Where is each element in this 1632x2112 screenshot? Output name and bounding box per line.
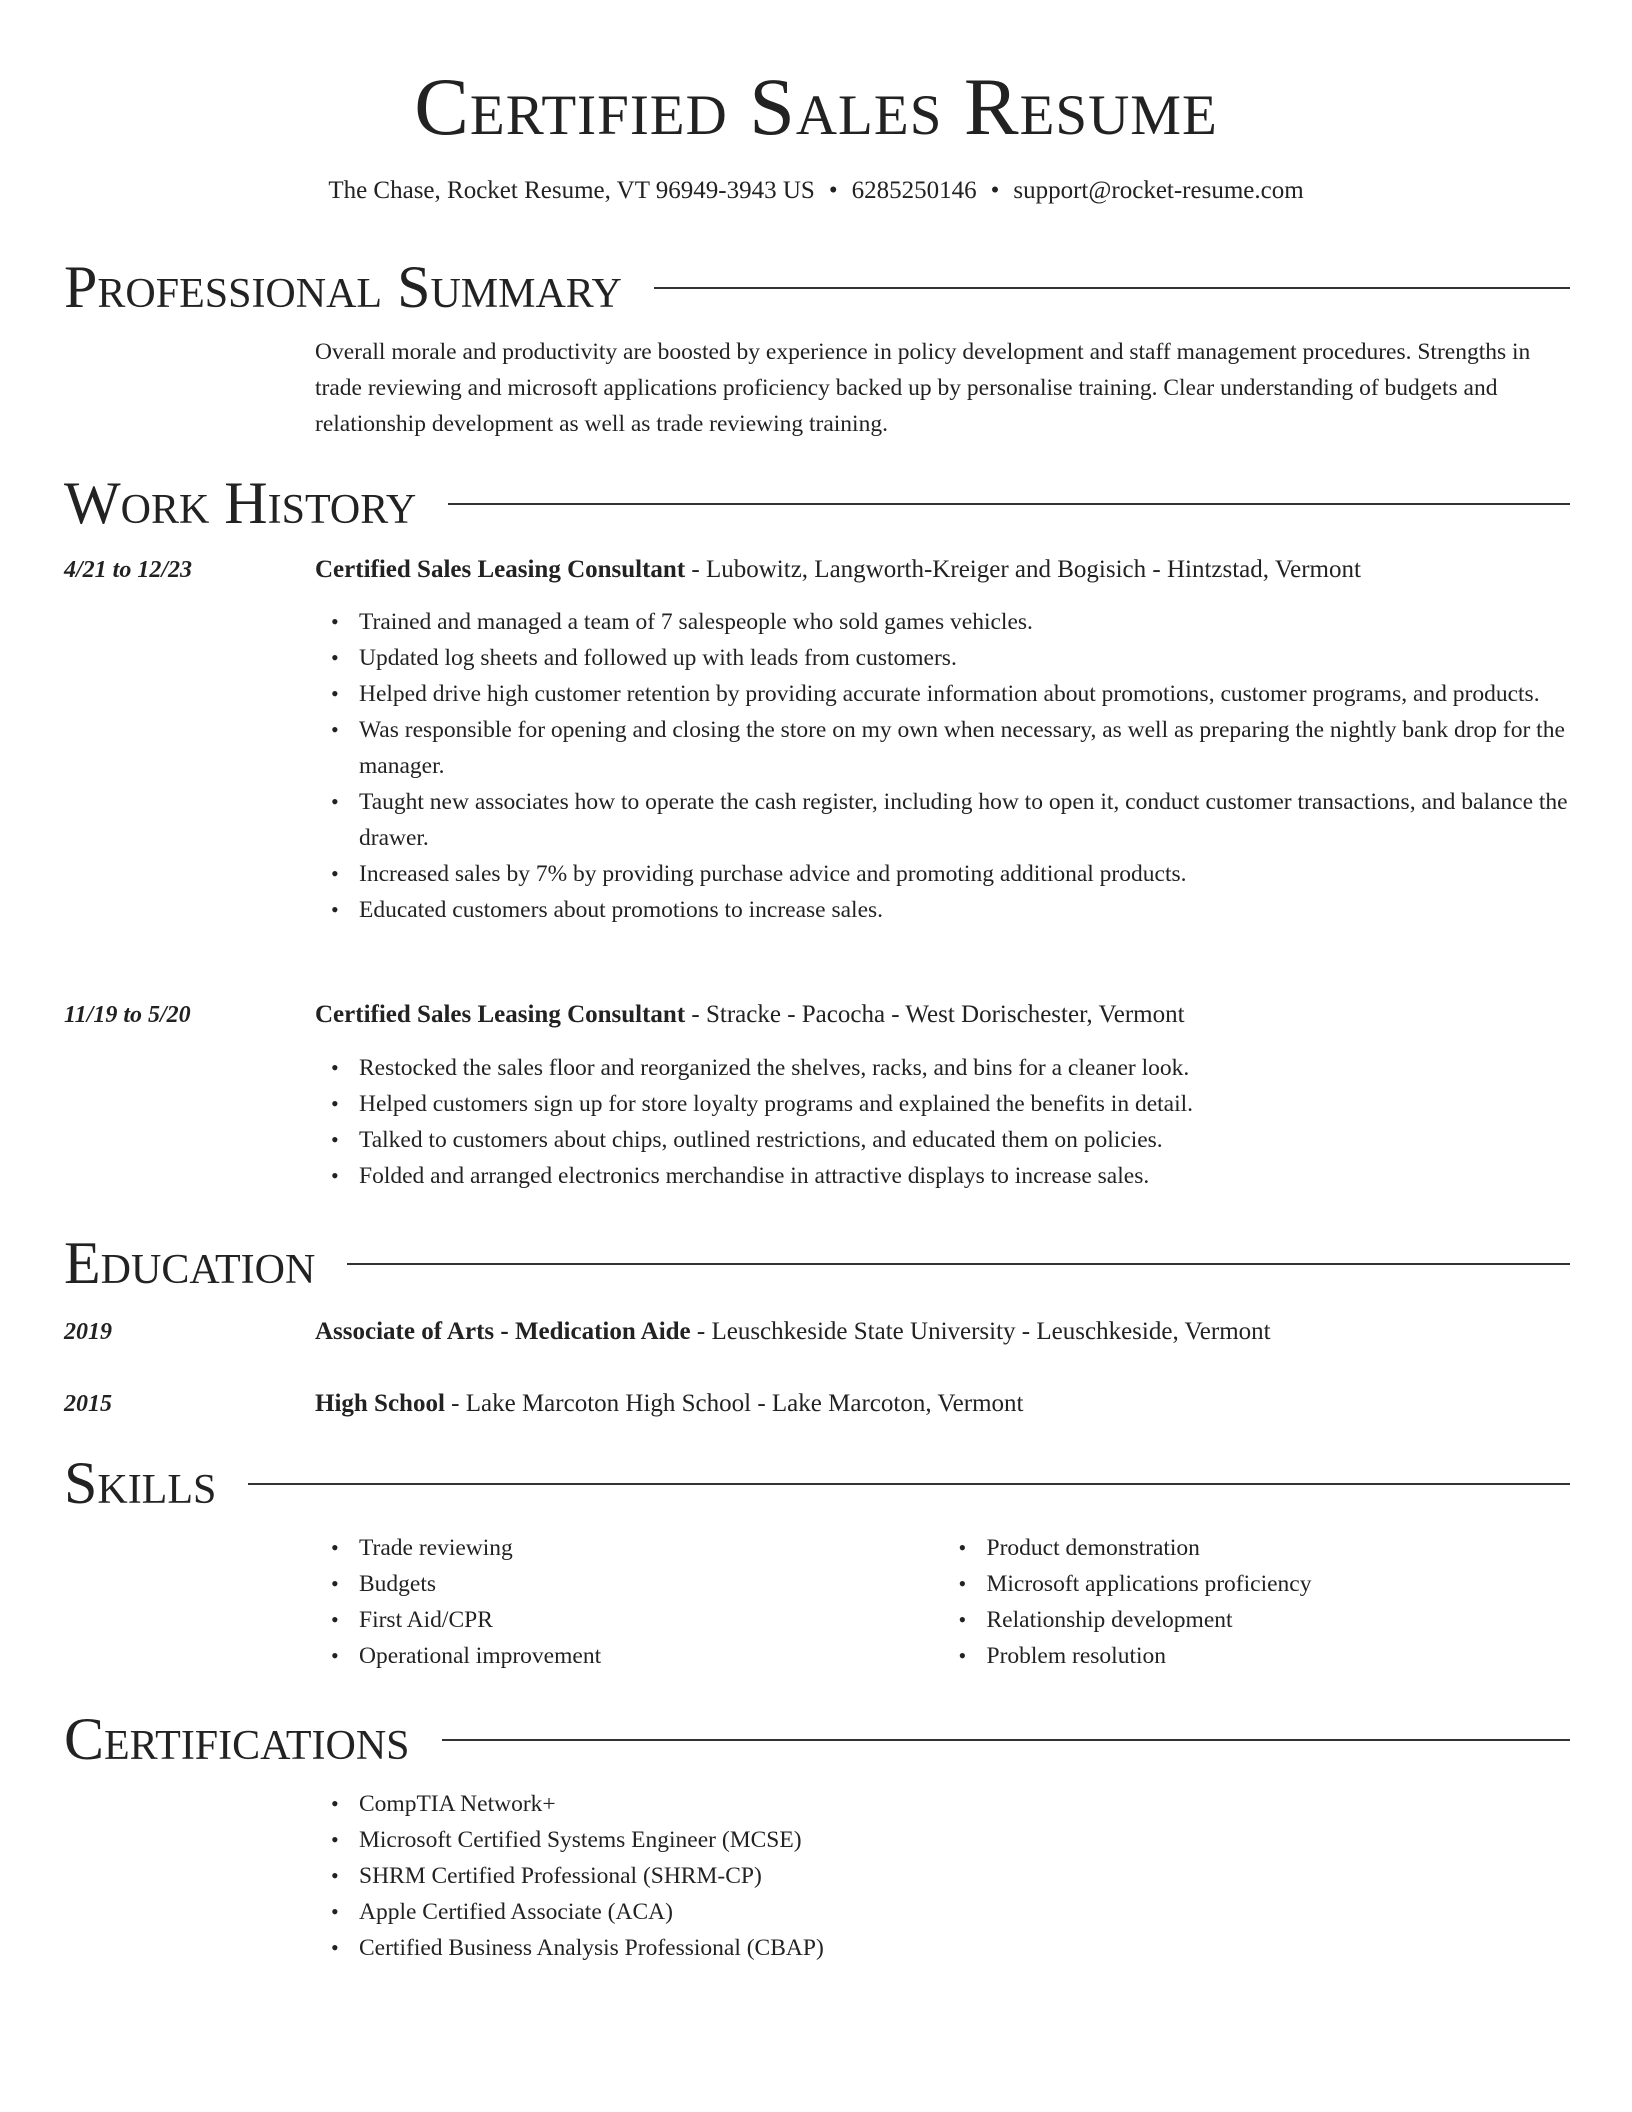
education-degree: Associate of Arts - Medication Aide	[315, 1318, 691, 1345]
skill-item: • First Aid/CPR	[359, 1602, 943, 1638]
certifications-list	[315, 1786, 1570, 1966]
education-school: - Lake Marcoton High School - Lake Marcoton, Vermont	[444, 1390, 1024, 1417]
certification-item: • Apple Certified Associate (ACA)	[359, 1894, 1570, 1930]
contact-separator: •	[828, 177, 838, 204]
skill-item: • Trade reviewing	[359, 1530, 943, 1566]
job-bullet: • Restocked the sales floor and reorganized the shelves, racks, and bins for a cleaner look.	[359, 1050, 1570, 1086]
certification-item: • CompTIA Network+	[359, 1786, 1570, 1822]
skill-item: • Product demonstration	[987, 1530, 1571, 1566]
skill-item: • Operational improvement	[359, 1638, 943, 1674]
section-divider	[347, 1263, 1570, 1265]
contact-phone: 6285250146	[851, 177, 977, 204]
job-bullet: • Folded and arranged electronics merchandise in attractive displays to increase sales.	[359, 1158, 1570, 1194]
job-position: Certified Sales Leasing Consultant	[315, 556, 686, 583]
skill-item: • Relationship development	[987, 1602, 1571, 1638]
skills-list-left	[315, 1530, 943, 1674]
education-section-title: Education	[64, 1230, 316, 1296]
job-position: Certified Sales Leasing Consultant	[315, 1001, 686, 1028]
contact-separator: •	[990, 177, 1000, 204]
contact-line	[0, 176, 1632, 206]
education-school: - Leuschkeside State University - Leuschkeside, Vermont	[690, 1318, 1271, 1345]
job-headline	[315, 1000, 1570, 1030]
summary-section-header	[64, 252, 1570, 322]
education-year: 2019	[64, 1319, 112, 1345]
certifications-section-header	[64, 1704, 1570, 1774]
job-bullet: • Taught new associates how to operate the cash register, including how to open it, conduct customer transactions, and balance the drawer.	[359, 784, 1570, 856]
education-headline	[315, 1389, 1570, 1419]
certification-item: • Certified Business Analysis Professional (CBAP)	[359, 1930, 1570, 1966]
job-dates: 4/21 to 12/23	[64, 557, 193, 583]
skill-item: • Microsoft applications proficiency	[987, 1566, 1571, 1602]
contact-email: support@rocket-resume.com	[1013, 177, 1304, 204]
job-bullet-list	[315, 604, 1570, 928]
certifications-section-title: Certifications	[64, 1706, 410, 1772]
education-year: 2015	[64, 1391, 112, 1417]
education-degree: High School	[315, 1390, 445, 1417]
skills-list-right	[943, 1530, 1571, 1674]
work-section-title: Work History	[64, 470, 417, 536]
contact-address: The Chase, Rocket Resume, VT 96949-3943 US	[328, 177, 815, 204]
job-employer: - Stracke - Pacocha - West Dorischester, Vermont	[685, 1001, 1185, 1028]
job-headline	[315, 555, 1570, 585]
section-divider	[448, 503, 1570, 505]
job-employer: - Lubowitz, Langworth-Kreiger and Bogisich - Hintzstad, Vermont	[685, 556, 1361, 583]
job-bullet: • Was responsible for opening and closing the store on my own when necessary, as well as preparing the nightly bank drop for the manager.	[359, 712, 1570, 784]
summary-section-title: Professional Summary	[64, 254, 622, 320]
job-bullet: • Helped customers sign up for store loyalty programs and explained the benefits in detail.	[359, 1086, 1570, 1122]
section-divider	[654, 287, 1570, 289]
job-bullet: • Trained and managed a team of 7 salespeople who sold games vehicles.	[359, 604, 1570, 640]
skills-section-title: Skills	[64, 1450, 217, 1516]
resume-title: Certified Sales Resume	[414, 61, 1218, 152]
skills-section-header	[64, 1448, 1570, 1518]
job-bullet: • Talked to customers about chips, outlined restrictions, and educated them on policies.	[359, 1122, 1570, 1158]
certification-item: • SHRM Certified Professional (SHRM-CP)	[359, 1858, 1570, 1894]
job-dates: 11/19 to 5/20	[64, 1002, 191, 1028]
job-bullet: • Helped drive high customer retention by providing accurate information about promotions, customer programs, and products.	[359, 676, 1570, 712]
section-divider	[442, 1739, 1570, 1741]
job-bullet: • Updated log sheets and followed up with leads from customers.	[359, 640, 1570, 676]
skill-item: • Budgets	[359, 1566, 943, 1602]
section-divider	[248, 1483, 1570, 1485]
work-section-header	[64, 468, 1570, 538]
education-headline	[315, 1317, 1570, 1347]
education-section-header	[64, 1228, 1570, 1298]
job-bullet: • Increased sales by 7% by providing purchase advice and promoting additional products.	[359, 856, 1570, 892]
job-bullet-list	[315, 1050, 1570, 1194]
summary-text: Overall morale and productivity are boosted by experience in policy development and staff management procedures. Strengths in trade reviewing and microsoft applications proficiency backed up by personalise training. Clear understanding of budgets and relationship development as well as trade reviewing training.	[315, 339, 1531, 437]
certification-item: • Microsoft Certified Systems Engineer (MCSE)	[359, 1822, 1570, 1858]
skill-item: • Problem resolution	[987, 1638, 1571, 1674]
job-bullet: • Educated customers about promotions to increase sales.	[359, 892, 1570, 928]
